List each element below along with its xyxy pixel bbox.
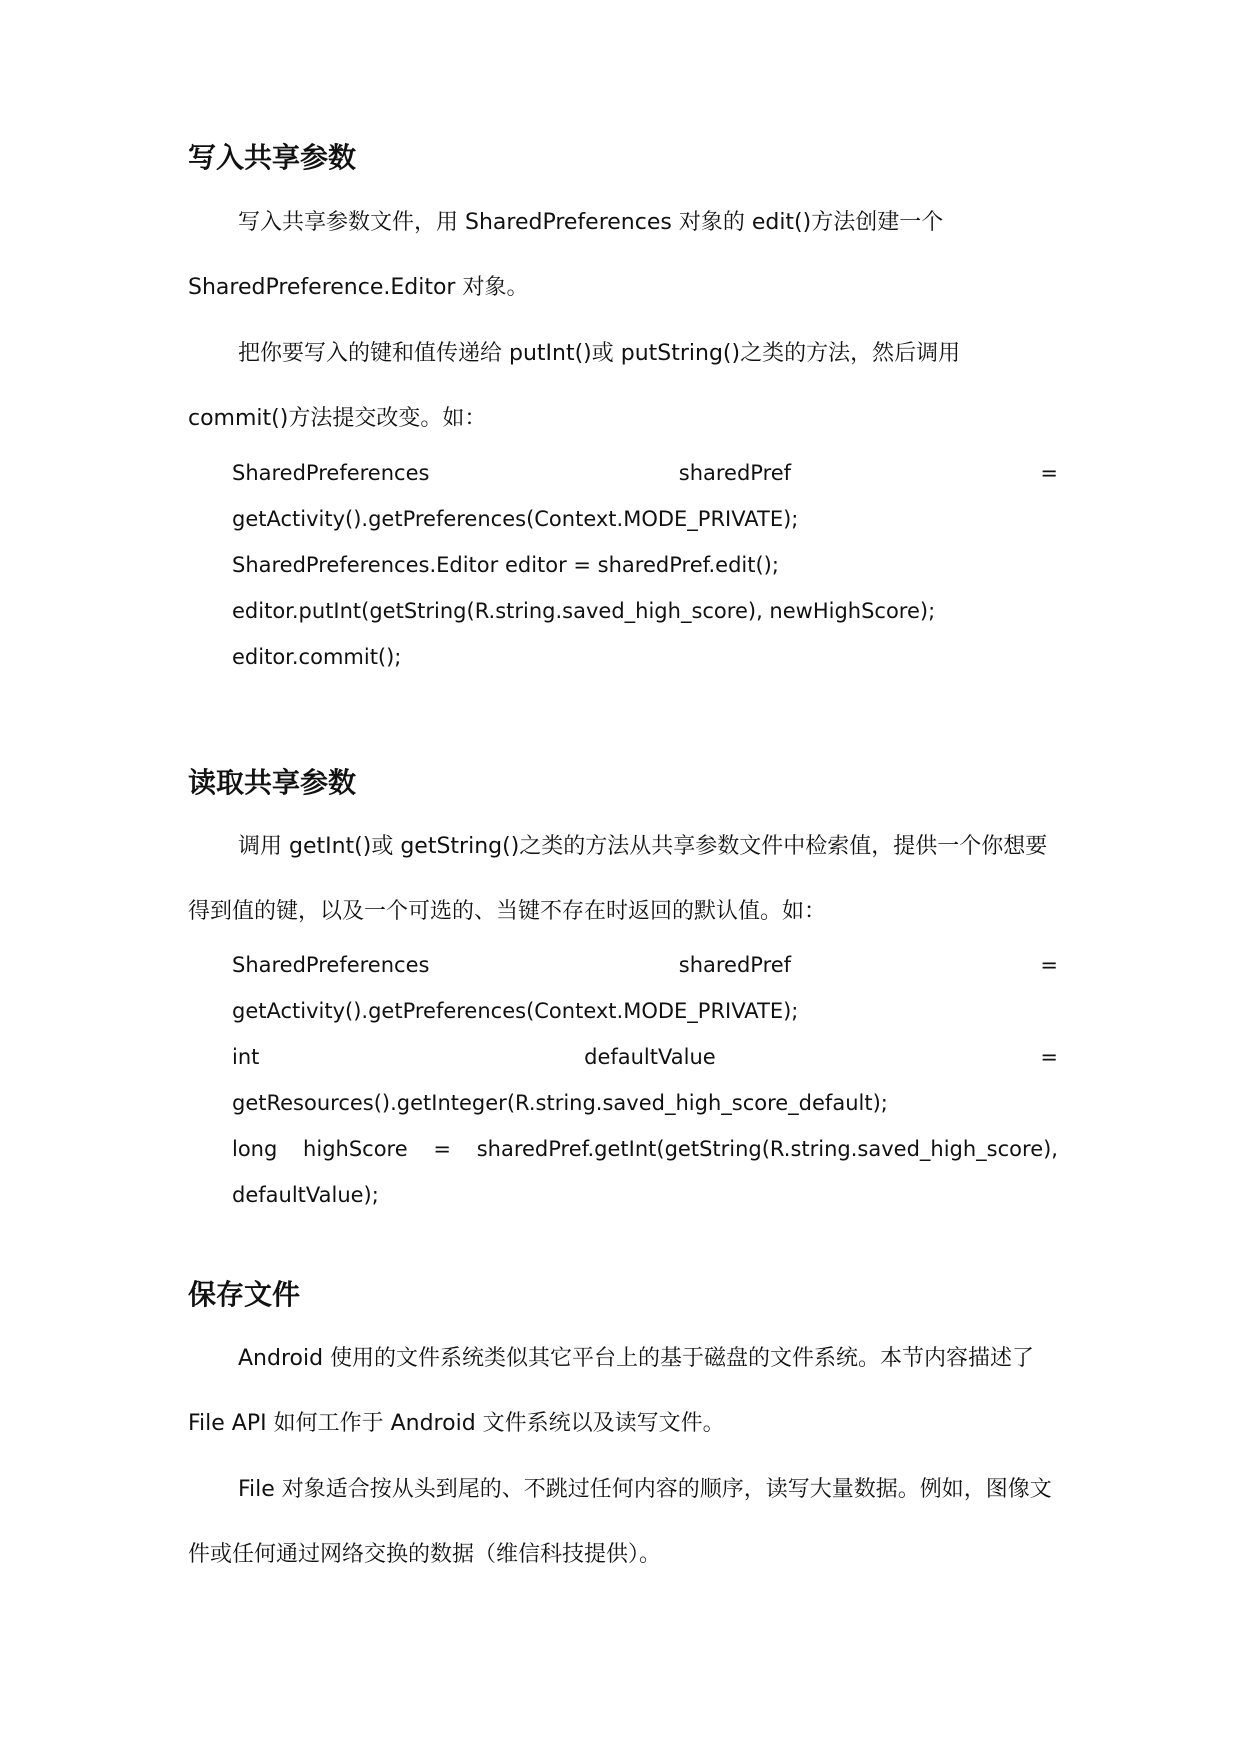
section-heading-read-shared-prefs: 读取共享参数 — [188, 766, 357, 799]
code-line: long highScore = sharedPref.getInt(getString(R.string.saved_high_score), — [232, 1137, 1058, 1161]
paragraph-file-object: File 对象适合按从头到尾的、不跳过任何内容的顺序，读写大量数据。例如，图像文件或任何通过网络交换的数据（维信科技提供）。 — [188, 1477, 1052, 1567]
code-line: getActivity().getPreferences(Context.MODE_PRIVATE); — [232, 507, 799, 531]
section-heading-write-shared-prefs: 写入共享参数 — [188, 141, 357, 174]
code-line: editor.putInt(getString(R.string.saved_high_score), newHighScore); — [232, 599, 936, 623]
code-line: int defaultValue = — [232, 1045, 1058, 1069]
paragraph-android-filesystem: Android 使用的文件系统类似其它平台上的基于磁盘的文件系统。本节内容描述了 File API 如何工作于 Android 文件系统以及读写文件。 — [188, 1346, 1035, 1436]
code-line: editor.commit(); — [232, 645, 402, 669]
code-block-write — [232, 450, 1058, 680]
section-heading-save-files: 保存文件 — [188, 1278, 301, 1311]
paragraph-read-intro: 调用 getInt()或 getString()之类的方法从共享参数文件中检索值，提供一个你想要得到值的键，以及一个可选的、当键不存在时返回的默认值。如： — [188, 834, 1048, 924]
code-line: SharedPreferences sharedPref = — [232, 461, 1058, 485]
code-block-read — [232, 942, 1058, 1218]
code-line: getActivity().getPreferences(Context.MODE_PRIVATE); — [232, 999, 799, 1023]
paragraph-write-intro: 写入共享参数文件，用 SharedPreferences 对象的 edit()方法创建一个 SharedPreference.Editor 对象。 — [188, 210, 944, 300]
code-line: getResources().getInteger(R.string.saved_high_score_default); — [232, 1091, 888, 1115]
paragraph-write-commit: 把你要写入的键和值传递给 putInt()或 putString()之类的方法，然后调用 commit()方法提交改变。如： — [188, 341, 961, 431]
code-line: SharedPreferences sharedPref = — [232, 953, 1058, 977]
code-line: SharedPreferences.Editor editor = sharedPref.edit(); — [232, 553, 779, 577]
code-line: defaultValue); — [232, 1183, 379, 1207]
